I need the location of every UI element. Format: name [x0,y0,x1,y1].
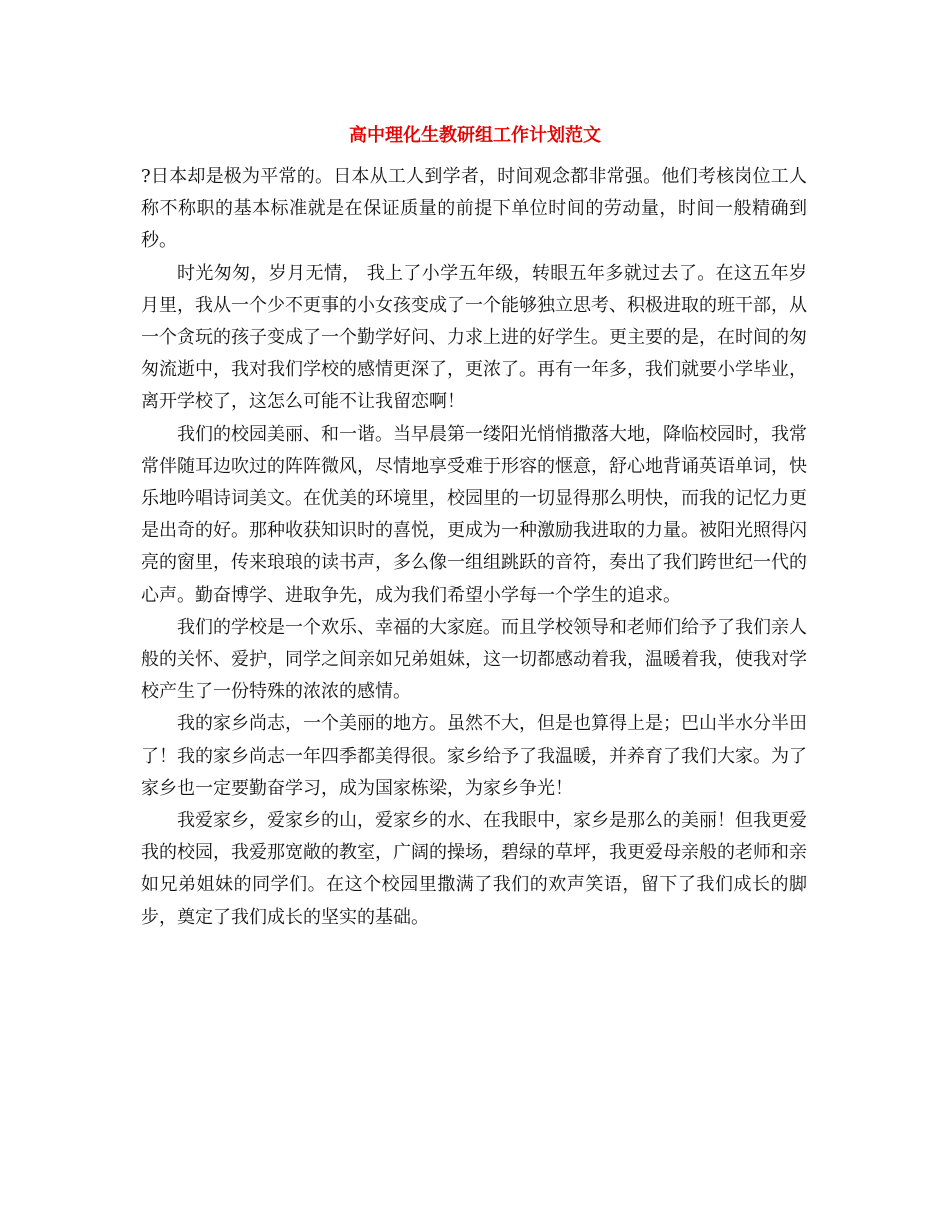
paragraph-1: ?日本却是极为平常的。日本从工人到学者，时间观念都非常强。他们考核岗位工人称不称职的基本标准就是在保证质量的前提下单位时间的劳动量，时间一般精确到秒。 [141,166,807,252]
paragraph-2: 时光匆匆，岁月无情， 我上了小学五年级，转眼五年多就过去了。在这五年岁月里，我从一个少不更事的小女孩变成了一个能够独立思考、积极进取的班干部，从一个贪玩的孩子变成了一个勤学好问、力求上进的好学生。更主要的是，在时间的匆匆流逝中，我对我们学校的感情更深了，更浓了。再有一年多，我们就要小学毕业，离开学校了，这怎么可能不让我留恋啊！ [141,262,807,413]
paragraph-5: 我的家乡尚志，一个美丽的地方。虽然不大，但是也算得上是；巴山半水分半田了！我的家乡尚志一年四季都美得很。家乡给予了我温暖，并养育了我们大家。为了家乡也一定要勤奋学习，成为国家栋梁，为家乡争光！ [141,713,807,799]
document-title: 高中理化生教研组工作计划范文 [349,125,601,146]
document-body [141,161,807,934]
paragraph-6: 我爱家乡，爱家乡的山，爱家乡的水、在我眼中，家乡是那么的美丽！但我更爱我的校园，我爱那宽敞的教室，广阔的操场，碧绿的草坪，我更爱母亲般的老师和亲如兄弟姐妹的同学们。在这个校园里撒满了我们的欢声笑语，留下了我们成长的脚步，奠定了我们成长的坚实的基础。 [141,810,807,928]
paragraph-4: 我们的学校是一个欢乐、幸福的大家庭。而且学校领导和老师们给予了我们亲人般的关怀、爱护，同学之间亲如兄弟姐妹，这一切都感动着我，温暖着我，使我对学校产生了一份特殊的浓浓的感情。 [141,616,807,703]
paragraph-3: 我们的校园美丽、和一谐。当早晨第一缕阳光悄悄撒落大地，降临校园时，我常常伴随耳边吹过的阵阵微风，尽情地享受难于形容的惬意，舒心地背诵英语单词，快乐地吟唱诗词美文。在优美的环境里，校园里的一切显得那么明快，而我的记忆力更是出奇的好。那种收获知识时的喜悦，更成为一种激励我进取的力量。被阳光照得闪亮的窗里，传来琅琅的读书声，多么像一组组跳跃的音符，奏出了我们跨世纪一代的心声。勤奋博学、进取争先，成为我们希望小学每一个学生的追求。 [141,423,807,606]
